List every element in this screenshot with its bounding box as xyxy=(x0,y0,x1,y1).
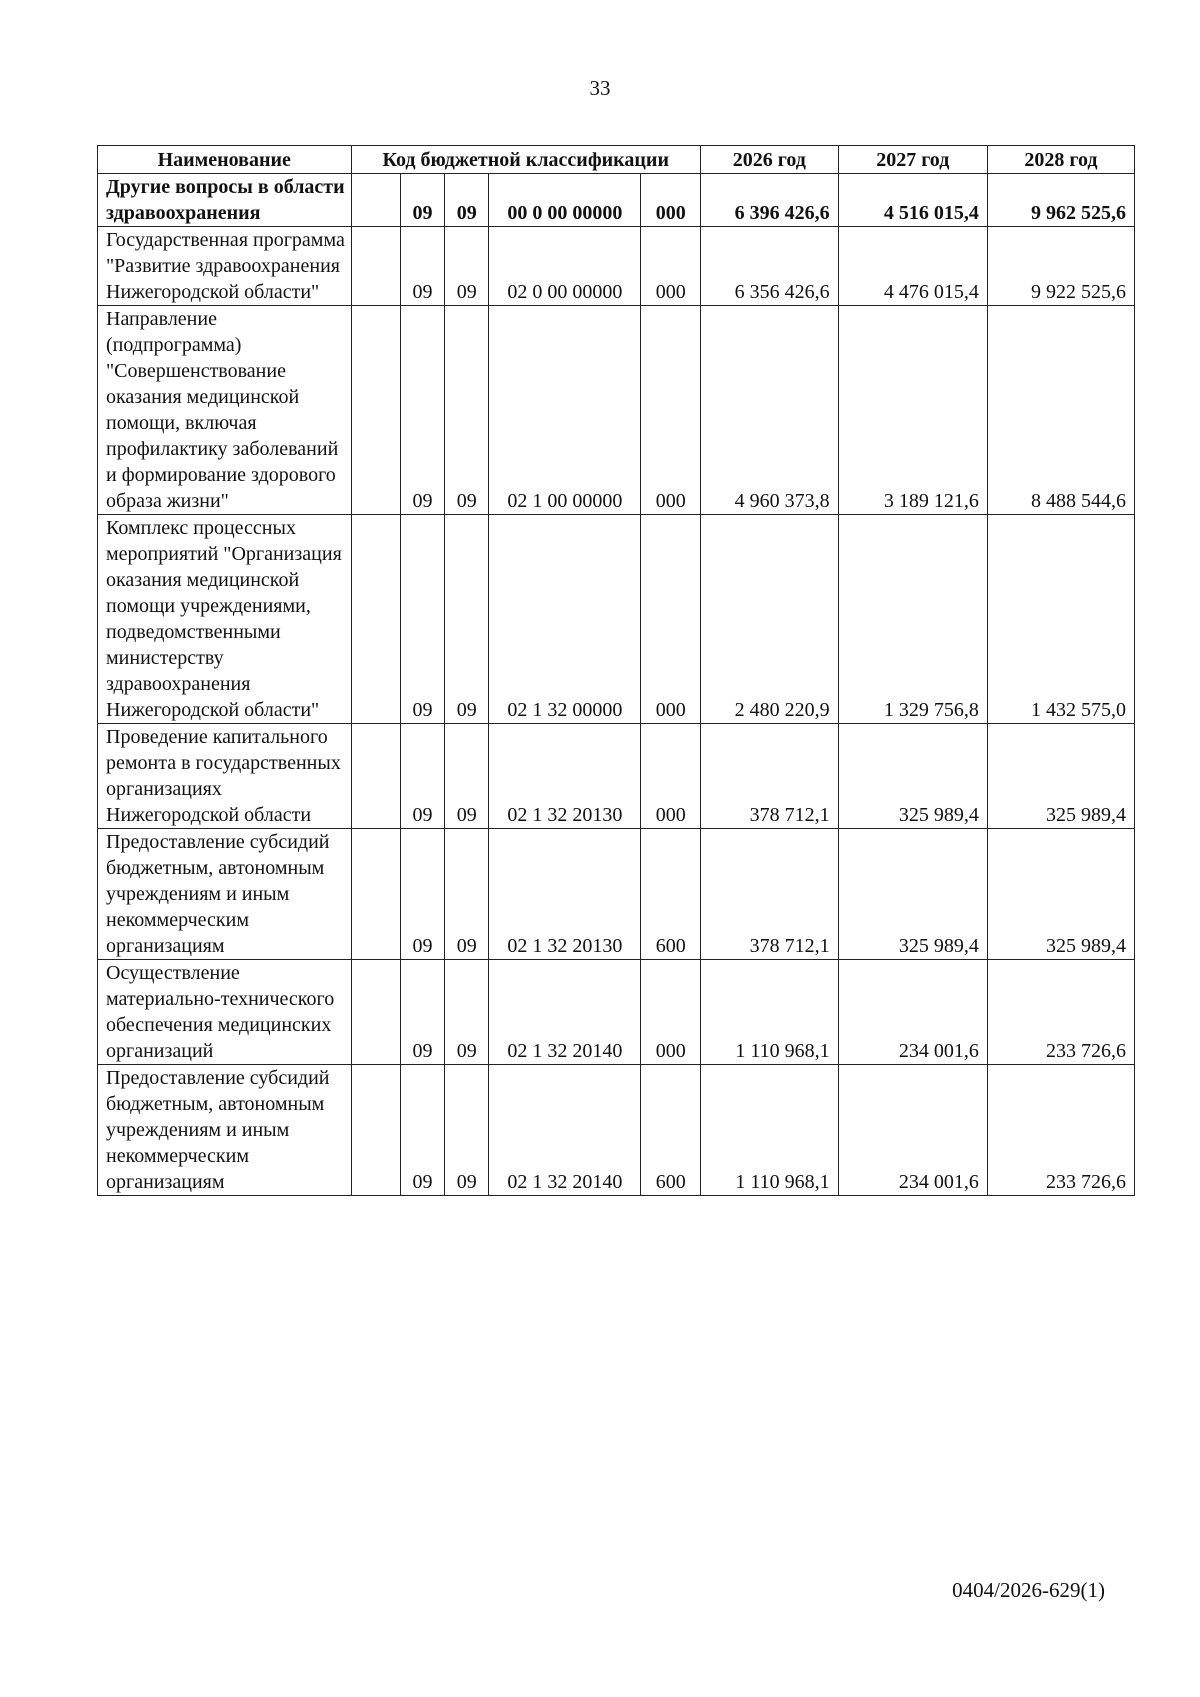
header-2027: 2027 год xyxy=(838,146,987,174)
header-name: Наименование xyxy=(98,146,352,174)
page-number: 33 xyxy=(589,76,611,100)
row-rz: 09 xyxy=(400,829,445,960)
row-value-2028: 9 922 525,6 xyxy=(987,227,1134,306)
row-csr: 02 1 32 20130 xyxy=(489,829,641,960)
table-row xyxy=(98,724,1135,829)
row-blank-cell xyxy=(351,174,400,227)
table-row xyxy=(98,306,1135,515)
row-name: Осуществление материально-технического обеспечения медицинских организаций xyxy=(98,960,352,1065)
row-csr: 02 1 32 20130 xyxy=(489,724,641,829)
table-body xyxy=(98,174,1135,1196)
row-rz: 09 xyxy=(400,724,445,829)
row-value-2027: 234 001,6 xyxy=(838,1065,987,1196)
row-value-2027: 4 516 015,4 xyxy=(838,174,987,227)
row-value-2026: 1 110 968,1 xyxy=(700,1065,838,1196)
row-blank-cell xyxy=(351,829,400,960)
row-value-2027: 325 989,4 xyxy=(838,724,987,829)
row-rz: 09 xyxy=(400,227,445,306)
row-rz: 09 xyxy=(400,960,445,1065)
row-name: Предоставление субсидий бюджетным, автономным учреждениям и иным некоммерческим организациям xyxy=(98,829,352,960)
row-value-2026: 6 356 426,6 xyxy=(700,227,838,306)
row-pr: 09 xyxy=(445,515,489,724)
row-value-2028: 9 962 525,6 xyxy=(987,174,1134,227)
row-name: Государственная программа "Развитие здравоохранения Нижегородской области" xyxy=(98,227,352,306)
row-pr: 09 xyxy=(445,174,489,227)
row-value-2026: 4 960 373,8 xyxy=(700,306,838,515)
row-name: Проведение капитального ремонта в государственных организациях Нижегородской области xyxy=(98,724,352,829)
row-pr: 09 xyxy=(445,227,489,306)
table-row xyxy=(98,515,1135,724)
header-code: Код бюджетной классификации xyxy=(351,146,700,174)
header-2028: 2028 год xyxy=(987,146,1134,174)
document-id: 0404/2026-629(1) xyxy=(952,1578,1105,1602)
row-csr: 00 0 00 00000 xyxy=(489,174,641,227)
table-row xyxy=(98,1065,1135,1196)
row-name: Направление (подпрограмма) "Совершенствование оказания медицинской помощи, включая профилактику заболеваний и формирование здорового образа жизни" xyxy=(98,306,352,515)
row-value-2026: 6 396 426,6 xyxy=(700,174,838,227)
row-pr: 09 xyxy=(445,306,489,515)
row-csr: 02 0 00 00000 xyxy=(489,227,641,306)
row-blank-cell xyxy=(351,960,400,1065)
row-pr: 09 xyxy=(445,960,489,1065)
row-blank-cell xyxy=(351,227,400,306)
row-value-2026: 378 712,1 xyxy=(700,724,838,829)
row-blank-cell xyxy=(351,724,400,829)
row-csr: 02 1 32 20140 xyxy=(489,960,641,1065)
row-value-2028: 233 726,6 xyxy=(987,960,1134,1065)
row-value-2026: 1 110 968,1 xyxy=(700,960,838,1065)
row-value-2026: 2 480 220,9 xyxy=(700,515,838,724)
row-pr: 09 xyxy=(445,1065,489,1196)
row-name: Другие вопросы в области здравоохранения xyxy=(98,174,352,227)
row-rz: 09 xyxy=(400,515,445,724)
table-row xyxy=(98,174,1135,227)
row-value-2028: 233 726,6 xyxy=(987,1065,1134,1196)
row-name: Комплекс процессных мероприятий "Организация оказания медицинской помощи учреждениями, подведомственными министерству здравоохранения Нижегородской области" xyxy=(98,515,352,724)
row-value-2028: 8 488 544,6 xyxy=(987,306,1134,515)
row-vr: 600 xyxy=(641,829,701,960)
row-vr: 000 xyxy=(641,960,701,1065)
row-csr: 02 1 32 00000 xyxy=(489,515,641,724)
row-rz: 09 xyxy=(400,174,445,227)
row-vr: 000 xyxy=(641,306,701,515)
row-value-2027: 4 476 015,4 xyxy=(838,227,987,306)
row-vr: 600 xyxy=(641,1065,701,1196)
header-2026: 2026 год xyxy=(700,146,838,174)
row-value-2027: 3 189 121,6 xyxy=(838,306,987,515)
row-rz: 09 xyxy=(400,1065,445,1196)
row-value-2026: 378 712,1 xyxy=(700,829,838,960)
row-value-2028: 1 432 575,0 xyxy=(987,515,1134,724)
row-value-2027: 234 001,6 xyxy=(838,960,987,1065)
row-name: Предоставление субсидий бюджетным, автономным учреждениям и иным некоммерческим организациям xyxy=(98,1065,352,1196)
row-rz: 09 xyxy=(400,306,445,515)
row-blank-cell xyxy=(351,306,400,515)
row-vr: 000 xyxy=(641,227,701,306)
row-value-2028: 325 989,4 xyxy=(987,724,1134,829)
row-vr: 000 xyxy=(641,515,701,724)
row-value-2028: 325 989,4 xyxy=(987,829,1134,960)
row-pr: 09 xyxy=(445,829,489,960)
row-value-2027: 1 329 756,8 xyxy=(838,515,987,724)
row-csr: 02 1 00 00000 xyxy=(489,306,641,515)
table-row xyxy=(98,960,1135,1065)
row-vr: 000 xyxy=(641,724,701,829)
row-blank-cell xyxy=(351,1065,400,1196)
table-header-row xyxy=(98,146,1135,174)
table-row xyxy=(98,829,1135,960)
row-value-2027: 325 989,4 xyxy=(838,829,987,960)
row-csr: 02 1 32 20140 xyxy=(489,1065,641,1196)
table-row xyxy=(98,227,1135,306)
budget-table xyxy=(97,145,1135,1196)
row-blank-cell xyxy=(351,515,400,724)
row-pr: 09 xyxy=(445,724,489,829)
row-vr: 000 xyxy=(641,174,701,227)
